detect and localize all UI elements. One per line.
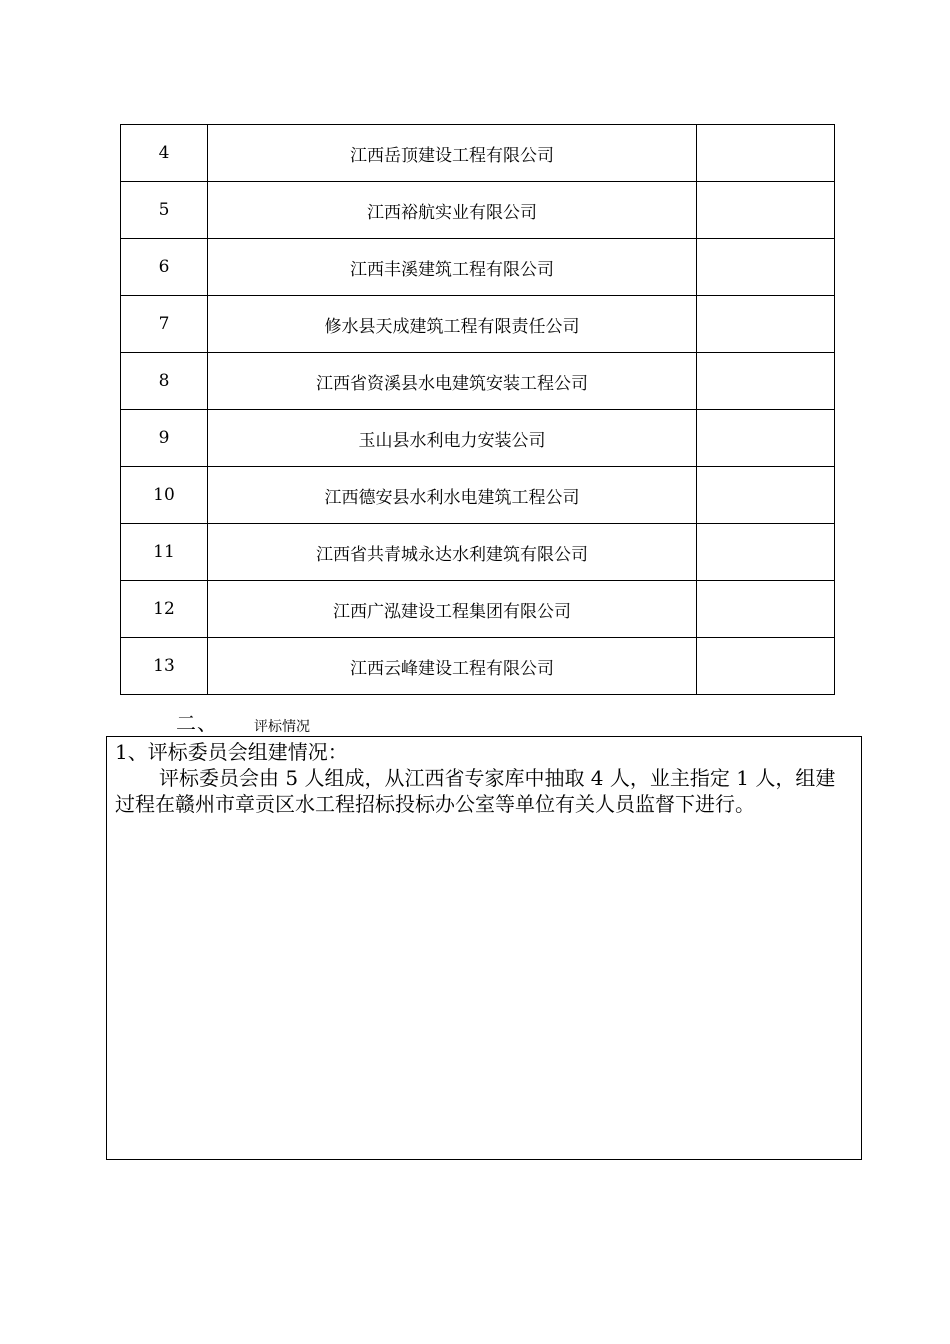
company-name-cell: 修水县天成建筑工程有限责任公司 bbox=[208, 296, 697, 353]
bidder-table-body bbox=[121, 125, 835, 695]
bidder-table bbox=[120, 124, 835, 695]
company-name-cell: 江西广泓建设工程集团有限公司 bbox=[208, 581, 697, 638]
row-number-cell: 8 bbox=[121, 353, 208, 410]
company-name-cell: 江西裕航实业有限公司 bbox=[208, 182, 697, 239]
row-number-cell: 11 bbox=[121, 524, 208, 581]
remark-cell bbox=[697, 125, 835, 182]
remark-cell bbox=[697, 410, 835, 467]
evaluation-body: 评标委员会由 5 人组成，从江西省专家库中抽取 4 人，业主指定 1 人，组建过程在赣州市章贡区水工程招标投标办公室等单位有关人员监督下进行。 bbox=[115, 766, 836, 816]
table-row bbox=[121, 410, 835, 467]
row-number-cell: 5 bbox=[121, 182, 208, 239]
evaluation-box bbox=[106, 736, 862, 1160]
company-name-cell: 江西省资溪县水电建筑安装工程公司 bbox=[208, 353, 697, 410]
company-name-cell: 玉山县水利电力安装公司 bbox=[208, 410, 697, 467]
table-row bbox=[121, 353, 835, 410]
remark-cell bbox=[697, 239, 835, 296]
table-row bbox=[121, 638, 835, 695]
remark-cell bbox=[697, 296, 835, 353]
company-name-cell: 江西岳顶建设工程有限公司 bbox=[208, 125, 697, 182]
remark-cell bbox=[697, 353, 835, 410]
table-row bbox=[121, 239, 835, 296]
remark-cell bbox=[697, 182, 835, 239]
table-row bbox=[121, 296, 835, 353]
section-number: 二、 bbox=[176, 711, 218, 735]
remark-cell bbox=[697, 581, 835, 638]
row-number-cell: 9 bbox=[121, 410, 208, 467]
section-heading bbox=[176, 711, 310, 736]
section-title: 评标情况 bbox=[254, 719, 310, 735]
row-number-cell: 10 bbox=[121, 467, 208, 524]
company-name-cell: 江西省共青城永达水利建筑有限公司 bbox=[208, 524, 697, 581]
row-number-cell: 7 bbox=[121, 296, 208, 353]
remark-cell bbox=[697, 467, 835, 524]
row-number-cell: 12 bbox=[121, 581, 208, 638]
table-row bbox=[121, 524, 835, 581]
evaluation-subheading: 1、评标委员会组建情况： bbox=[115, 740, 348, 764]
remark-cell bbox=[697, 638, 835, 695]
company-name-cell: 江西德安县水利水电建筑工程公司 bbox=[208, 467, 697, 524]
company-name-cell: 江西丰溪建筑工程有限公司 bbox=[208, 239, 697, 296]
table-row bbox=[121, 467, 835, 524]
row-number-cell: 6 bbox=[121, 239, 208, 296]
table-row bbox=[121, 182, 835, 239]
row-number-cell: 4 bbox=[121, 125, 208, 182]
table-row bbox=[121, 581, 835, 638]
row-number-cell: 13 bbox=[121, 638, 208, 695]
table-row bbox=[121, 125, 835, 182]
company-name-cell: 江西云峰建设工程有限公司 bbox=[208, 638, 697, 695]
remark-cell bbox=[697, 524, 835, 581]
